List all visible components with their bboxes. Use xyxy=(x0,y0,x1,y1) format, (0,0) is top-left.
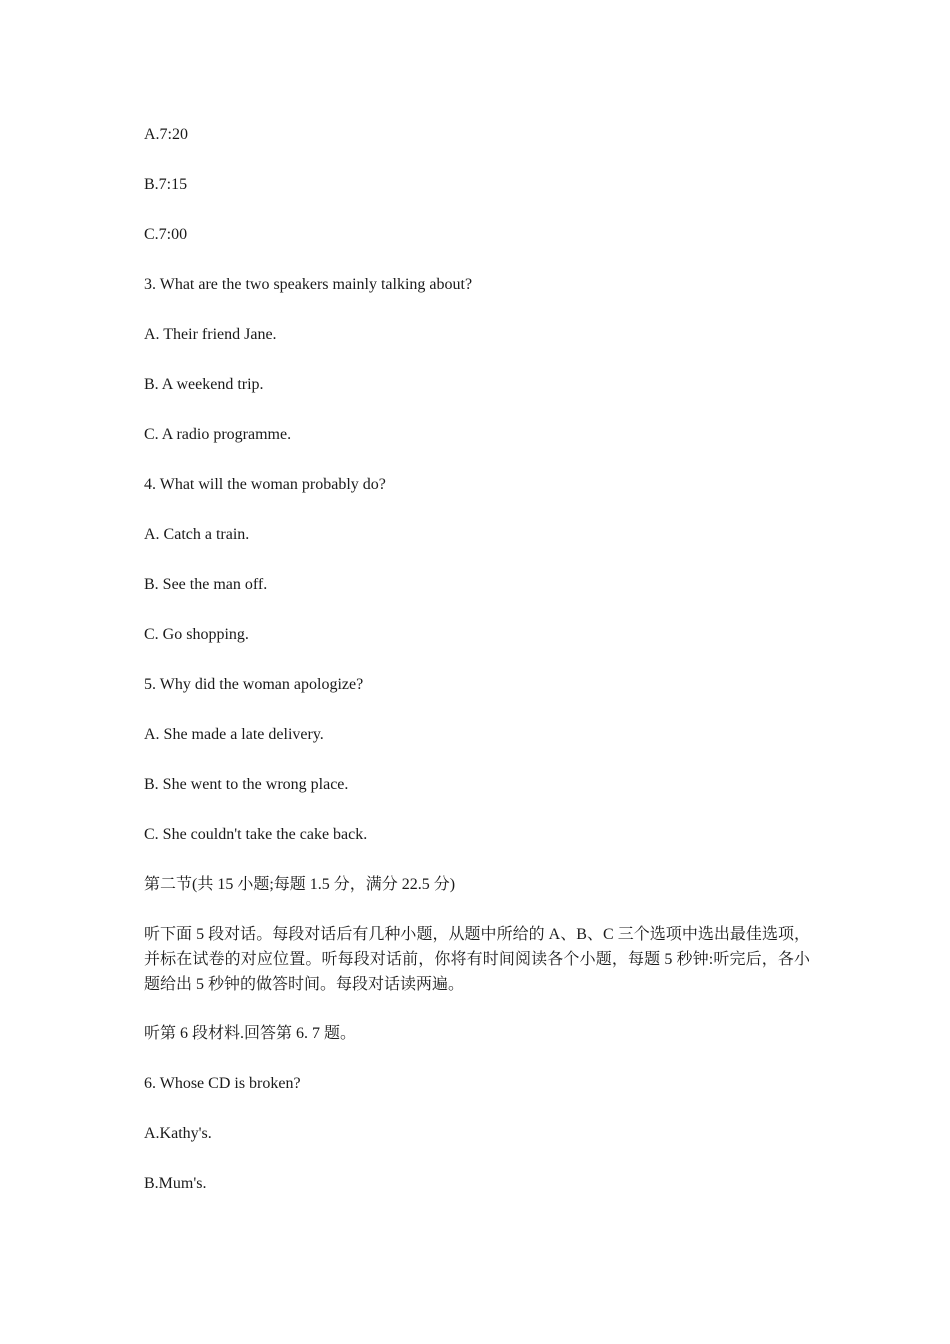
question-3: 3. What are the two speakers mainly talking about? xyxy=(144,276,473,293)
option-4b: B. See the man off. xyxy=(144,576,268,593)
option-4c: C. Go shopping. xyxy=(144,626,249,643)
option-6b: B.Mum's. xyxy=(144,1175,207,1192)
option-6a: A.Kathy's. xyxy=(144,1125,212,1142)
option-5b: B. She went to the wrong place. xyxy=(144,776,349,793)
option-5c: C. She couldn't take the cake back. xyxy=(144,826,368,843)
section-heading: 第二节(共 15 小题;每题 1.5 分，满分 22.5 分) xyxy=(144,876,456,893)
option-3c: C. A radio programme. xyxy=(144,426,292,443)
question-4: 4. What will the woman probably do? xyxy=(144,476,386,493)
option-3b: B. A weekend trip. xyxy=(144,376,264,393)
question-5: 5. Why did the woman apologize? xyxy=(144,676,364,693)
option-2b: B.7:15 xyxy=(144,176,188,193)
option-2a: A.7:20 xyxy=(144,126,188,143)
document-page xyxy=(144,122,810,1221)
option-3a: A. Their friend Jane. xyxy=(144,326,277,343)
option-2c: C.7:00 xyxy=(144,226,188,243)
option-5a: A. She made a late delivery. xyxy=(144,726,324,743)
question-6: 6. Whose CD is broken? xyxy=(144,1075,301,1092)
option-4a: A. Catch a train. xyxy=(144,526,250,543)
section-instructions: 听下面 5 段对话。每段对话后有几种小题，从题中所给的 A、B、C 三个选项中选出最佳选项，并标在试卷的对应位置。听每段对话前，你将有时间阅读各个小题，每题 5 秒钟:听完后，各小题给出 5 秒钟的做答时间。每段对话读两遍。 xyxy=(144,926,810,993)
material-6-heading: 听第 6 段材料.回答第 6. 7 题。 xyxy=(144,1025,357,1042)
